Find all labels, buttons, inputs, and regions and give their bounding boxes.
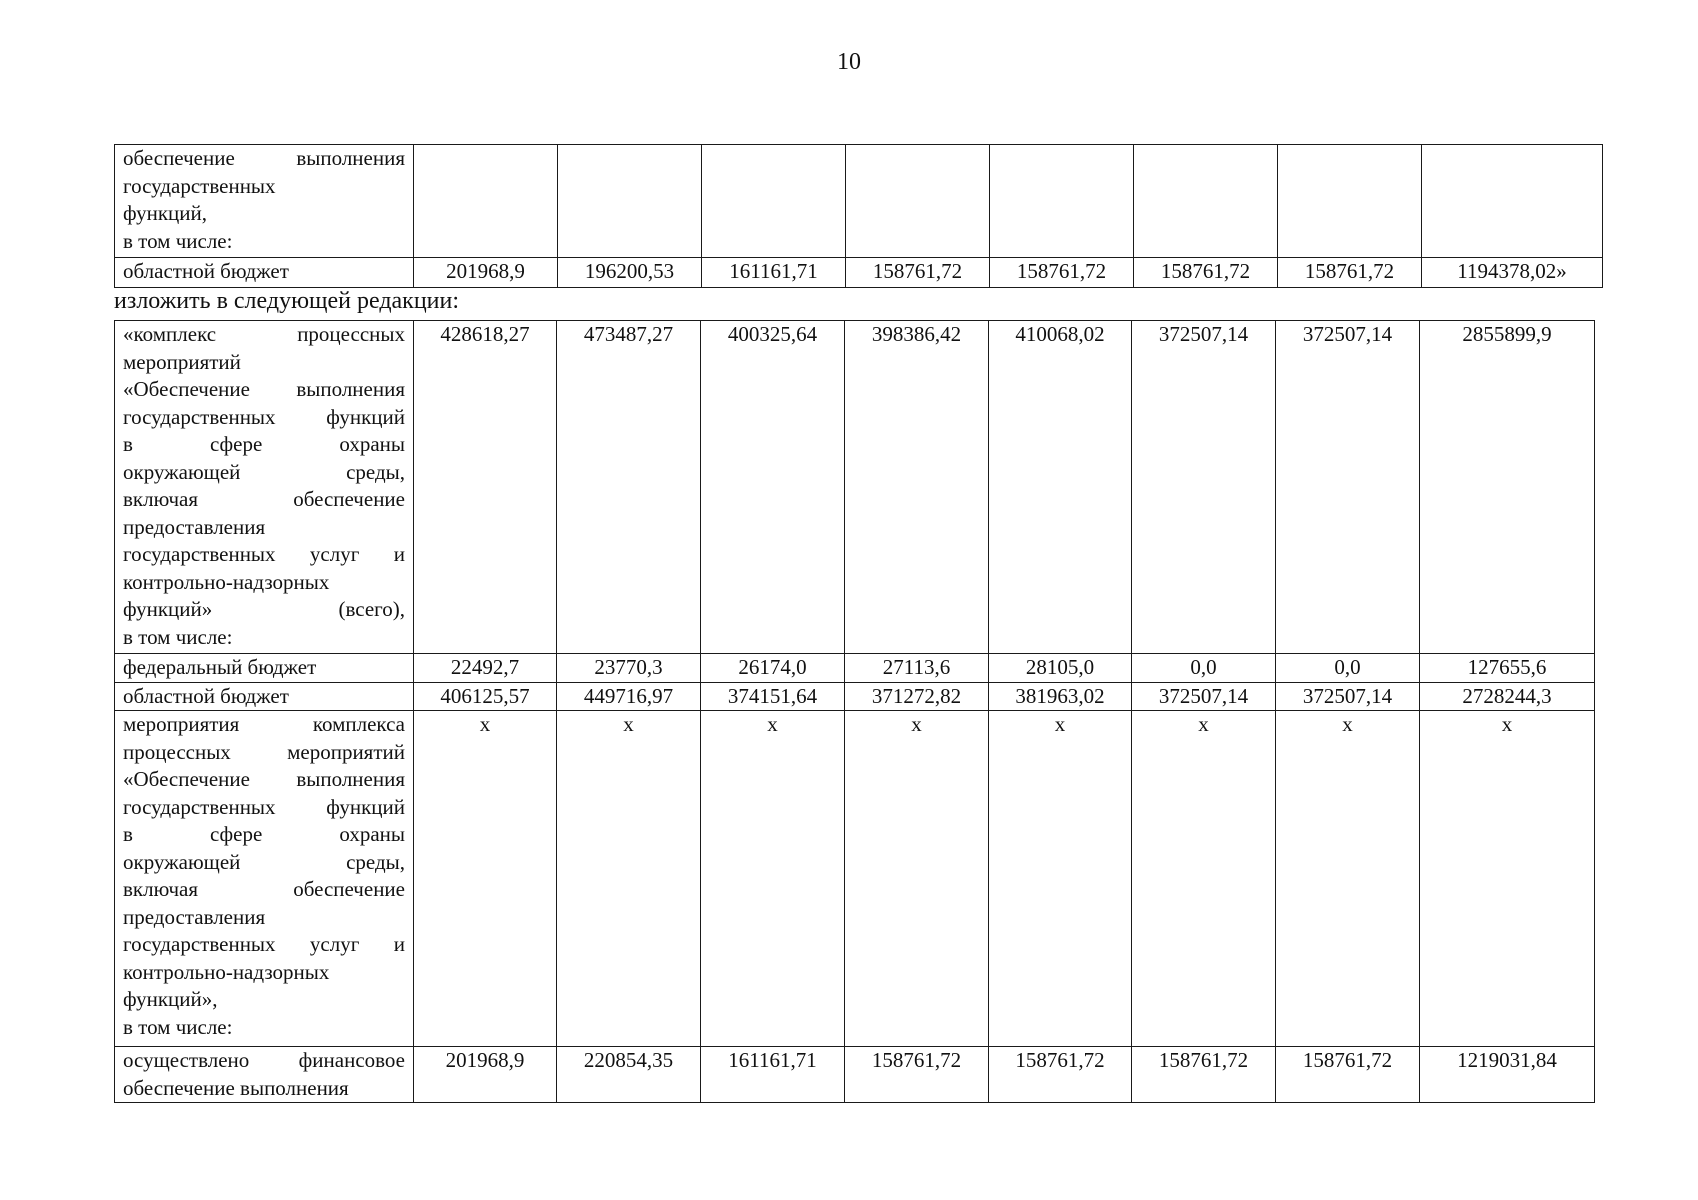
- year-value-cell: 372507,14: [1132, 682, 1276, 711]
- row-label: [115, 654, 414, 683]
- year-value-cell: [990, 145, 1134, 258]
- row-label-line: «комплекс процессных: [123, 322, 405, 346]
- year-value-cell: 26174,0: [701, 654, 845, 683]
- year-value-cell: 22492,7: [414, 654, 557, 683]
- budget-table-old: [114, 144, 1603, 288]
- page-number: 10: [837, 49, 861, 75]
- budget-table-new: [114, 320, 1595, 1103]
- year-value-cell: 201968,9: [414, 1047, 557, 1103]
- year-value-cell: 372507,14: [1276, 321, 1420, 654]
- row-label-line: государственных: [123, 173, 276, 198]
- year-value-cell: 158761,72: [1276, 1047, 1420, 1103]
- year-value-cell: 372507,14: [1132, 321, 1276, 654]
- total-cell: 127655,6: [1420, 654, 1595, 683]
- year-value-cell: 220854,35: [557, 1047, 701, 1103]
- year-value-cell: 381963,02: [989, 682, 1132, 711]
- row-label: [115, 321, 414, 654]
- year-value-cell: 158761,72: [1278, 258, 1422, 288]
- row-label-line: в том числе:: [123, 624, 233, 649]
- year-value-cell: x: [845, 711, 989, 1047]
- row-label-line: в сфере охраны: [123, 822, 405, 846]
- year-value-cell: 0,0: [1132, 654, 1276, 683]
- year-value-cell: 428618,27: [414, 321, 557, 654]
- row-label-line: включая обеспечение: [123, 877, 405, 901]
- row-label-line: предоставления: [123, 514, 266, 539]
- row-label-line: областной бюджет: [123, 259, 289, 283]
- row-label-line: государственных услуг и: [123, 932, 405, 956]
- row-label-line: предоставления: [123, 904, 266, 929]
- table-row: [115, 258, 1603, 288]
- table-row: [115, 711, 1595, 1047]
- row-label-line: государственных услуг и: [123, 542, 405, 566]
- table-row: [115, 682, 1595, 711]
- table-row: [115, 1047, 1595, 1103]
- row-label-line: контрольно-надзорных: [123, 959, 330, 984]
- year-value-cell: 158761,72: [1134, 258, 1278, 288]
- year-value-cell: x: [414, 711, 557, 1047]
- year-value-cell: 372507,14: [1276, 682, 1420, 711]
- year-value-cell: 158761,72: [1132, 1047, 1276, 1103]
- year-value-cell: 196200,53: [558, 258, 702, 288]
- year-value-cell: 158761,72: [990, 258, 1134, 288]
- row-label-line: в том числе:: [123, 1014, 233, 1039]
- table-body: [115, 321, 1595, 1103]
- year-value-cell: 158761,72: [845, 1047, 989, 1103]
- year-value-cell: 158761,72: [989, 1047, 1132, 1103]
- row-label-line: включая обеспечение: [123, 487, 405, 511]
- total-cell: x: [1420, 711, 1595, 1047]
- row-label: [115, 711, 414, 1047]
- row-label-line: функций,: [123, 201, 207, 225]
- row-label-line: обеспечение выполнения: [123, 1075, 349, 1100]
- year-value-cell: 27113,6: [845, 654, 989, 683]
- year-value-cell: x: [1132, 711, 1276, 1047]
- row-label-line: осуществлено финансовое: [123, 1048, 405, 1072]
- total-cell: 2855899,9: [1420, 321, 1595, 654]
- year-value-cell: 371272,82: [845, 682, 989, 711]
- year-value-cell: 398386,42: [845, 321, 989, 654]
- row-label: [115, 145, 414, 258]
- year-value-cell: [702, 145, 846, 258]
- table-row: [115, 321, 1595, 654]
- year-value-cell: 158761,72: [846, 258, 990, 288]
- row-label-line: функций»,: [123, 987, 218, 1011]
- row-label-line: функций» (всего),: [123, 597, 405, 621]
- row-label-line: областной бюджет: [123, 683, 289, 708]
- year-value-cell: 161161,71: [701, 1047, 845, 1103]
- year-value-cell: x: [1276, 711, 1420, 1047]
- row-label-line: мероприятия комплекса: [123, 712, 405, 736]
- amendment-instruction: изложить в следующей редакции:: [114, 288, 460, 314]
- row-label-line: мероприятий: [123, 349, 241, 374]
- row-label-line: федеральный бюджет: [123, 655, 317, 679]
- row-label-line: государственных функций: [123, 794, 405, 819]
- row-label-line: обеспечение выполнения: [123, 146, 405, 170]
- table-row: [115, 145, 1603, 258]
- year-value-cell: 449716,97: [557, 682, 701, 711]
- year-value-cell: x: [701, 711, 845, 1047]
- year-value-cell: x: [989, 711, 1132, 1047]
- row-label: [115, 682, 414, 711]
- year-value-cell: [414, 145, 558, 258]
- year-value-cell: 23770,3: [557, 654, 701, 683]
- row-label-line: процессных мероприятий: [123, 739, 405, 764]
- year-value-cell: [846, 145, 990, 258]
- row-label-line: в сфере охраны: [123, 432, 405, 456]
- row-label-line: окружающей среды,: [123, 459, 405, 484]
- row-label-line: государственных функций: [123, 404, 405, 429]
- total-cell: 2728244,3: [1420, 682, 1595, 711]
- year-value-cell: 161161,71: [702, 258, 846, 288]
- table-row: [115, 654, 1595, 683]
- total-cell: [1422, 145, 1603, 258]
- year-value-cell: 374151,64: [701, 682, 845, 711]
- year-value-cell: 400325,64: [701, 321, 845, 654]
- year-value-cell: [558, 145, 702, 258]
- row-label-line: «Обеспечение выполнения: [123, 377, 405, 401]
- total-cell: 1219031,84: [1420, 1047, 1595, 1103]
- year-value-cell: x: [557, 711, 701, 1047]
- total-cell: 1194378,02»: [1422, 258, 1603, 288]
- year-value-cell: 0,0: [1276, 654, 1420, 683]
- year-value-cell: [1278, 145, 1422, 258]
- year-value-cell: 473487,27: [557, 321, 701, 654]
- row-label-line: в том числе:: [123, 228, 233, 253]
- year-value-cell: [1134, 145, 1278, 258]
- table-body: [115, 145, 1603, 288]
- row-label: [115, 1047, 414, 1103]
- row-label-line: «Обеспечение выполнения: [123, 767, 405, 791]
- row-label-line: контрольно-надзорных: [123, 569, 330, 594]
- row-label-line: окружающей среды,: [123, 849, 405, 874]
- year-value-cell: 410068,02: [989, 321, 1132, 654]
- year-value-cell: 28105,0: [989, 654, 1132, 683]
- year-value-cell: 406125,57: [414, 682, 557, 711]
- year-value-cell: 201968,9: [414, 258, 558, 288]
- row-label: [115, 258, 414, 288]
